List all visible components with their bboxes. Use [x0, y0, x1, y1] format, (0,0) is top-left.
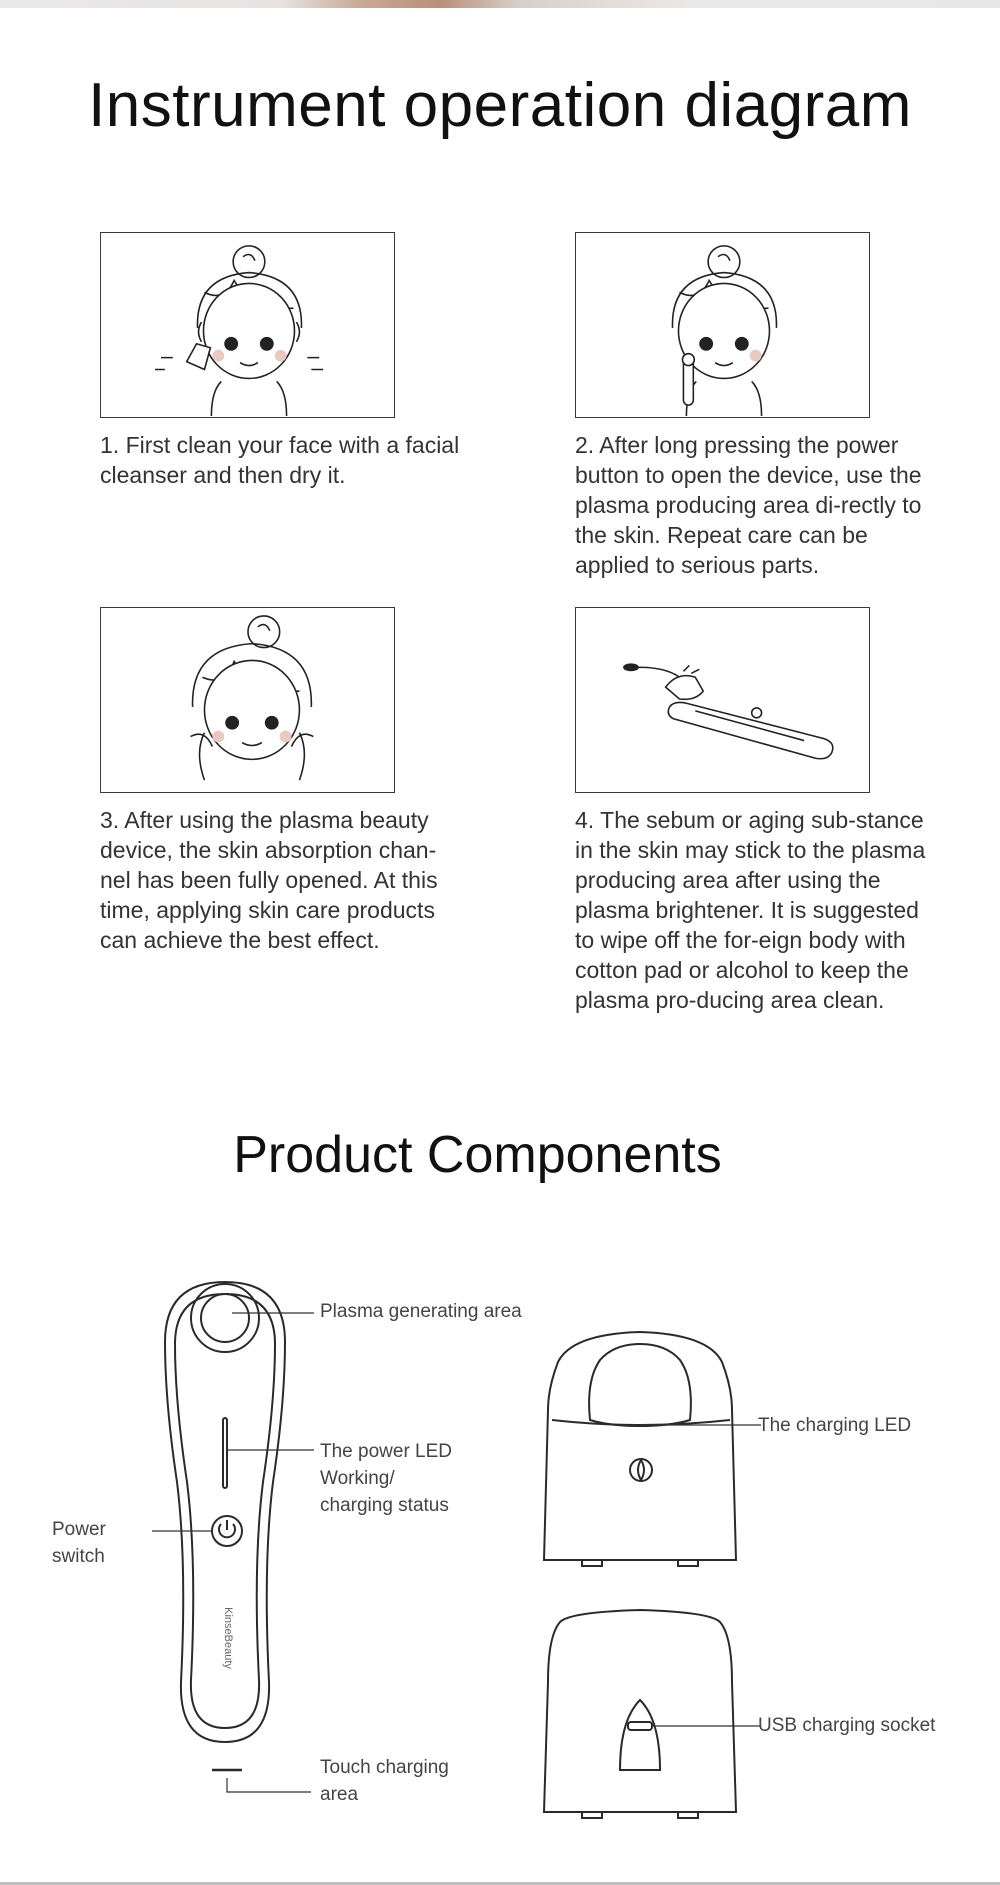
page-title: Instrument operation diagram: [88, 71, 912, 140]
girl-using-device-icon: [576, 233, 869, 417]
device-logo: KinseBeauty: [222, 1607, 234, 1669]
label-touch-charging-1: Touch charging: [320, 1757, 449, 1778]
step-3-text: 3. After using the plasma beauty device, the skin absorption chan-nel has been fully opened. At this time, applying skin care products can achieve the best effect.: [100, 807, 438, 953]
label-power-switch-1: Power: [52, 1519, 106, 1540]
step-4-illustration: [575, 607, 870, 793]
section-title: Product Components: [233, 1126, 722, 1184]
label-charging-led: The charging LED: [758, 1415, 912, 1436]
label-power-switch-2: switch: [52, 1546, 105, 1567]
step-3-illustration: [100, 607, 395, 793]
label-plasma-area: Plasma generating area: [320, 1301, 522, 1322]
label-touch-charging-2: area: [320, 1784, 359, 1805]
top-photo-strip: [0, 0, 1000, 8]
step-4: [575, 607, 935, 1015]
girl-hands-on-cheeks-icon: [101, 608, 394, 792]
step-1-illustration: [100, 232, 395, 418]
hand-wiping-device-icon: [576, 608, 869, 792]
label-usb-socket: USB charging socket: [758, 1715, 936, 1736]
step-2: [575, 232, 935, 580]
step-2-text: 2. After long pressing the power button to open the device, use the plasma producing area di-rectly to the skin. Repeat care can be applied to serious parts.: [575, 432, 922, 578]
step-4-text: 4. The sebum or aging sub-stance in the skin may stick to the plasma producing area after using the plasma brightener. It is suggested to wipe off the for-eign body with cotton pad or alcohol to keep the plasma pro-ducing area clean.: [575, 807, 926, 1013]
components-drawing: [0, 1260, 1000, 1840]
step-3: [100, 607, 460, 955]
charging-base-back-icon: [544, 1610, 736, 1818]
step-1-text: 1. First clean your face with a facial cleanser and then dry it.: [100, 432, 460, 488]
label-power-led: The power LED: [320, 1441, 453, 1462]
step-2-illustration: [575, 232, 870, 418]
label-working-status-1: Working/: [320, 1468, 395, 1489]
girl-wiping-face-icon: [101, 233, 394, 417]
charging-base-icon: [544, 1332, 736, 1566]
product-components: [0, 1260, 1000, 1840]
label-working-status-2: charging status: [320, 1495, 449, 1516]
plasma-device-icon: [165, 1282, 285, 1770]
step-1: [100, 232, 460, 490]
